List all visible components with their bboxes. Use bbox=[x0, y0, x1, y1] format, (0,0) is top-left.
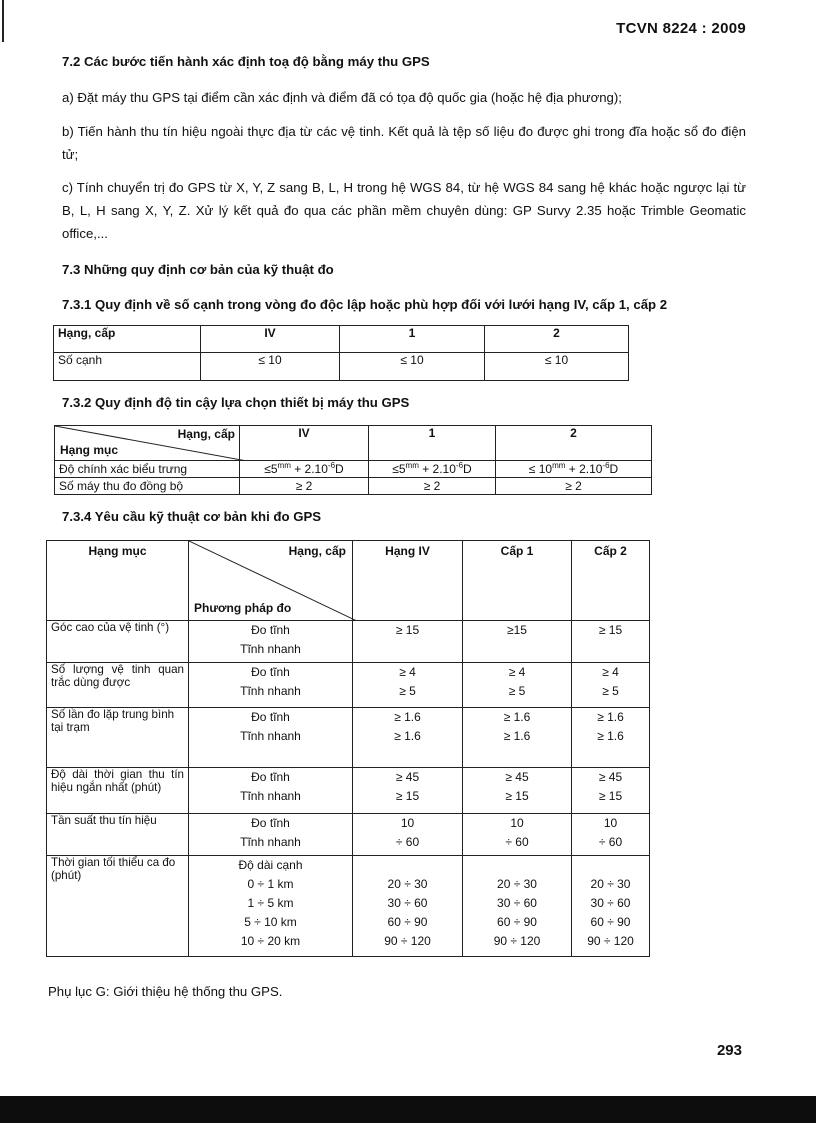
table-7-3-2 bbox=[54, 425, 652, 495]
table-row bbox=[47, 814, 650, 856]
method-cell: Đo tĩnh Tĩnh nhanh bbox=[189, 814, 353, 856]
table-row bbox=[47, 856, 650, 957]
row-label: Độ chính xác biểu trưng bbox=[55, 461, 240, 478]
header-cell: Hạng, cấp bbox=[54, 326, 201, 353]
value-cell: ≥ 4 ≥ 5 bbox=[463, 663, 572, 708]
value-cell: ≥ 2 bbox=[496, 478, 652, 495]
value-cell: ≥ 2 bbox=[369, 478, 496, 495]
table-row bbox=[47, 621, 650, 663]
corner-top-label: Hạng, cấp bbox=[177, 427, 235, 441]
row-label: Số cạnh bbox=[54, 353, 201, 381]
section-7-3-title: 7.3 Những quy định cơ bản của kỹ thuật đo bbox=[62, 262, 334, 277]
header-cell: Cấp 1 bbox=[463, 541, 572, 621]
row-label: Số lượng vệ tinh quan trắc dùng được bbox=[47, 663, 189, 708]
standard-code: TCVN 8224 : 2009 bbox=[616, 20, 746, 37]
method-cell: Đo tĩnh Tĩnh nhanh bbox=[189, 621, 353, 663]
value-cell: ≤ 10 bbox=[201, 353, 340, 381]
value-cell: ≥ 4 ≥ 5 bbox=[353, 663, 463, 708]
header-cell: Hạng mục bbox=[47, 541, 189, 621]
table-7-3-4 bbox=[46, 540, 650, 957]
value-cell: 20 ÷ 30 30 ÷ 60 60 ÷ 90 90 ÷ 120 bbox=[463, 856, 572, 957]
value-cell: ≥ 45 ≥ 15 bbox=[572, 768, 650, 814]
value-cell: ≥ 2 bbox=[240, 478, 369, 495]
page-number: 293 bbox=[716, 1042, 742, 1059]
section-7-3-1-title: 7.3.1 Quy định về số cạnh trong vòng đo độc lập hoặc phù hợp đối với lưới hạng IV, cấp 1, cấp 2 bbox=[62, 297, 668, 312]
value-cell: 10 ÷ 60 bbox=[353, 814, 463, 856]
para-a-text: a) Đặt máy thu GPS tại điểm cần xác định và điểm đã có tọa độ quốc gia (hoặc hệ địa phương); bbox=[62, 90, 622, 105]
corner-bottom-label: Hạng mục bbox=[60, 443, 119, 457]
para-c bbox=[62, 176, 746, 245]
row-label: Góc cao của vệ tinh (°) bbox=[47, 621, 189, 663]
row-label: Số lần đo lặp trung bình tại trạm bbox=[47, 708, 189, 768]
value-cell: ≥ 4 ≥ 5 bbox=[572, 663, 650, 708]
appendix-note bbox=[48, 980, 732, 1003]
section-7-2-title: 7.2 Các bước tiến hành xác định toạ độ bằng máy thu GPS bbox=[62, 54, 430, 69]
value-cell: ≥ 1.6 ≥ 1.6 bbox=[572, 708, 650, 768]
method-cell: Đo tĩnh Tĩnh nhanh bbox=[189, 663, 353, 708]
value-cell: ≥ 15 bbox=[353, 621, 463, 663]
appendix-text: Phụ lục G: Giới thiệu hệ thống thu GPS. bbox=[48, 984, 283, 999]
header-cell: Hạng IV bbox=[353, 541, 463, 621]
value-cell: ≥ 15 bbox=[572, 621, 650, 663]
section-7-3-2 bbox=[62, 391, 746, 414]
row-label: Tần suất thu tín hiệu bbox=[47, 814, 189, 856]
value-cell: 20 ÷ 30 30 ÷ 60 60 ÷ 90 90 ÷ 120 bbox=[353, 856, 463, 957]
value-cell: ≥15 bbox=[463, 621, 572, 663]
section-7-3-4 bbox=[62, 505, 746, 528]
section-7-2 bbox=[62, 50, 746, 73]
precision-cell: $\le 5^{mm} + 2.10^{-6}D$ bbox=[240, 461, 369, 478]
precision-cell: $\le 5^{mm} + 2.10^{-6}D$ bbox=[369, 461, 496, 478]
precision-cell: ≤ $10^{mm} + 2.10^{-6}D$ bbox=[496, 461, 652, 478]
corner-bottom-label: Phương pháp đo bbox=[194, 601, 292, 615]
method-cell: Độ dài cạnh 0 ÷ 1 km 1 ÷ 5 km 5 ÷ 10 km 10 ÷ 20 km bbox=[189, 856, 353, 957]
method-cell: Đo tĩnh Tĩnh nhanh bbox=[189, 708, 353, 768]
scan-bottom-bar bbox=[0, 1096, 816, 1123]
row-label: Thời gian tối thiểu ca đo (phút) bbox=[47, 856, 189, 957]
section-7-3-2-title: 7.3.2 Quy định độ tin cậy lựa chọn thiết bị máy thu GPS bbox=[62, 395, 410, 410]
para-b-text: b) Tiến hành thu tín hiệu ngoài thực địa từ các vệ tinh. Kết quả là tệp số liệu đo được ghi trong đĩa hoặc sổ đo điện tử; bbox=[62, 124, 746, 162]
value-cell: ≥ 45 ≥ 15 bbox=[463, 768, 572, 814]
corner-cell bbox=[55, 426, 240, 461]
header-cell: 2 bbox=[485, 326, 629, 353]
header-cell: 2 bbox=[496, 426, 652, 461]
value-cell: 20 ÷ 30 30 ÷ 60 60 ÷ 90 90 ÷ 120 bbox=[572, 856, 650, 957]
section-7-3-1 bbox=[62, 293, 762, 316]
value-cell: ≥ 1.6 ≥ 1.6 bbox=[353, 708, 463, 768]
para-b bbox=[62, 120, 746, 166]
corner-cell bbox=[189, 541, 353, 621]
header-cell: IV bbox=[201, 326, 340, 353]
value-cell: 10 ÷ 60 bbox=[572, 814, 650, 856]
header-cell: 1 bbox=[369, 426, 496, 461]
header-cell: IV bbox=[240, 426, 369, 461]
table-row bbox=[47, 768, 650, 814]
section-7-3-4-title: 7.3.4 Yêu cầu kỹ thuật cơ bản khi đo GPS bbox=[62, 509, 322, 524]
para-a bbox=[62, 86, 746, 109]
section-7-3 bbox=[62, 258, 746, 281]
method-cell: Đo tĩnh Tĩnh nhanh bbox=[189, 768, 353, 814]
value-cell: 10 ÷ 60 bbox=[463, 814, 572, 856]
value-cell: ≤ 10 bbox=[485, 353, 629, 381]
corner-top-label: Hạng, cấp bbox=[288, 544, 346, 558]
table-row bbox=[47, 708, 650, 768]
value-cell: ≥ 1.6 ≥ 1.6 bbox=[463, 708, 572, 768]
table-7-3-1 bbox=[53, 325, 629, 381]
row-label: Số máy thu đo đồng bộ bbox=[55, 478, 240, 495]
value-cell: ≥ 45 ≥ 15 bbox=[353, 768, 463, 814]
header-cell: 1 bbox=[340, 326, 485, 353]
table-row bbox=[47, 663, 650, 708]
scan-edge-mark bbox=[2, 0, 4, 42]
header-cell: Cấp 2 bbox=[572, 541, 650, 621]
value-cell: ≤ 10 bbox=[340, 353, 485, 381]
para-c-text: c) Tính chuyển trị đo GPS từ X, Y, Z sang B, L, H trong hệ WGS 84, từ hệ WGS 84 sang hệ khác hoặc ngược lại từ B, L, H sang X, Y, Z. Xử lý kết quả đo qua các phần mềm chuyên dùng: GP Survy 2.35 hoặc Trimble Geomatic office,... bbox=[62, 180, 746, 241]
row-label: Độ dài thời gian thu tín hiệu ngắn nhất (phút) bbox=[47, 768, 189, 814]
